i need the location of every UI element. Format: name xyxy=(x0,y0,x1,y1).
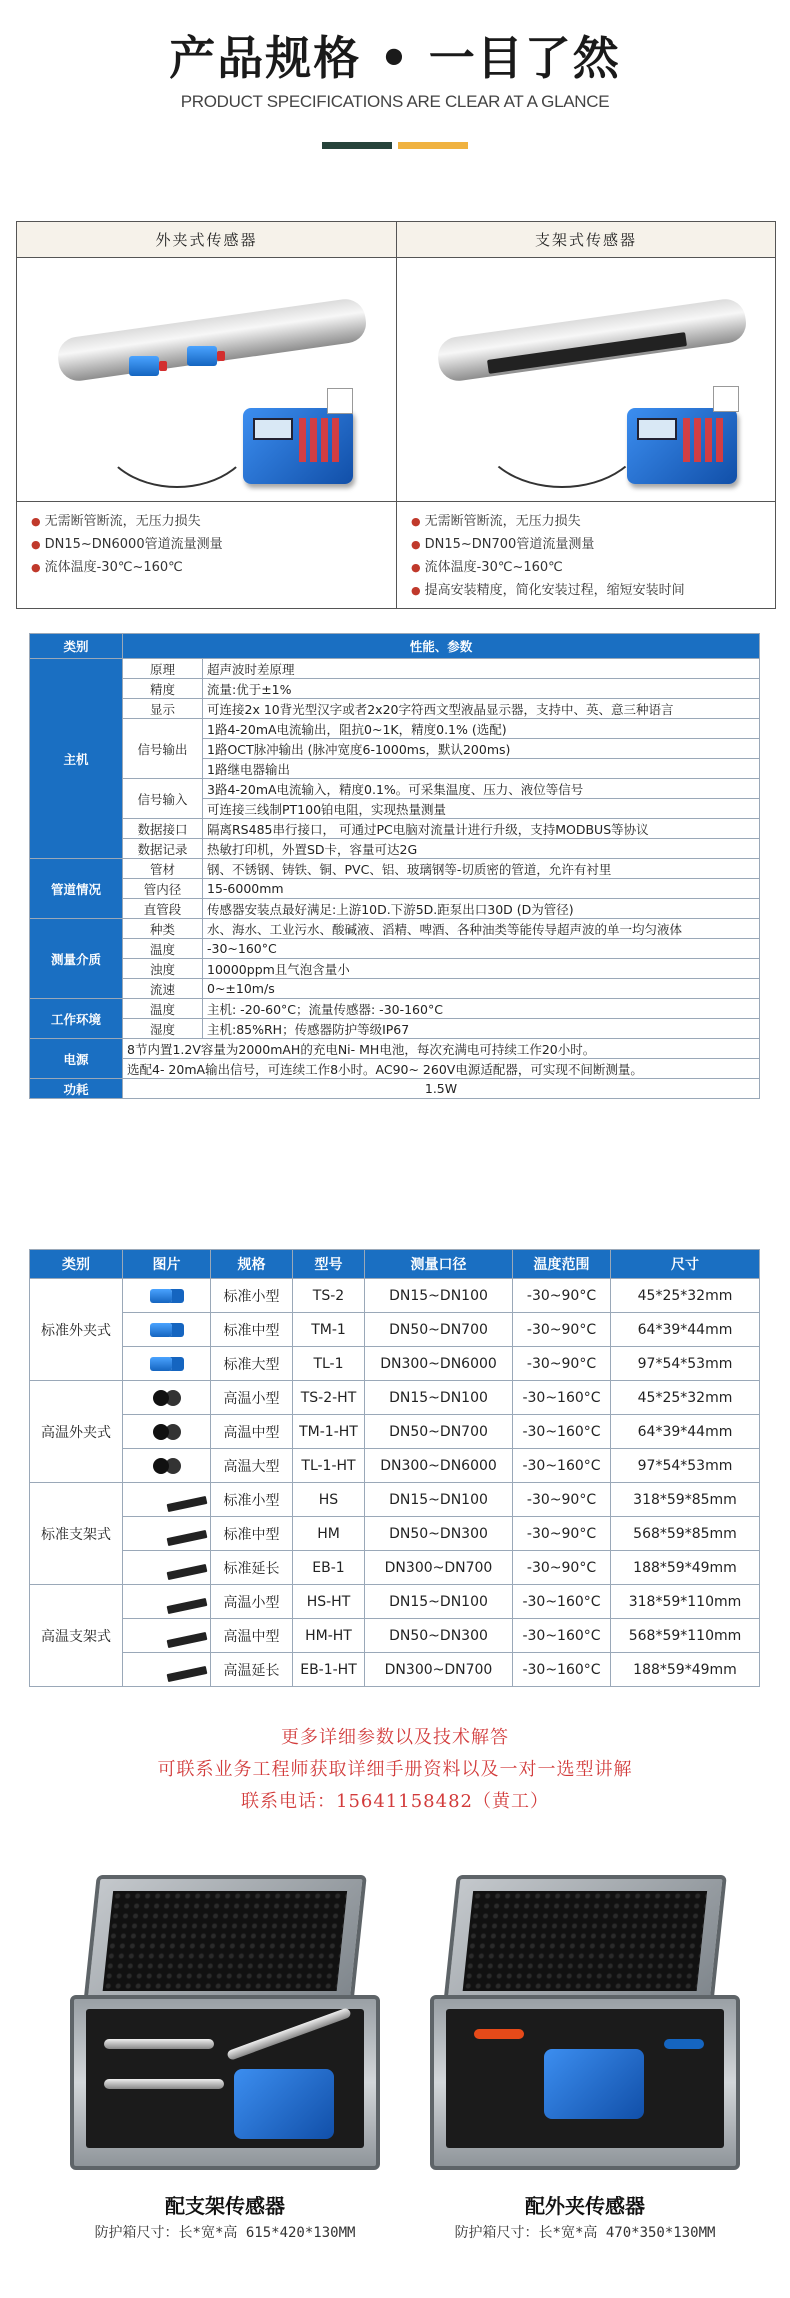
case-size-rail: 防护箱尺寸：长*宽*高 615*420*130MM xyxy=(94,2225,356,2241)
model-spec: 高温小型 xyxy=(211,1585,293,1619)
model-spec: 标准延长 xyxy=(211,1551,293,1585)
model-group-name: 标准支架式 xyxy=(30,1483,123,1585)
model-size: 318*59*85mm xyxy=(611,1483,760,1517)
sensor-icon xyxy=(153,1424,169,1440)
feature-item: ● 无需断管断流，无压力损失 xyxy=(31,514,201,529)
param-value: 3路4-20mA电流输入，精度0.1%。可采集温度、压力、液位等信号 xyxy=(203,779,760,799)
category-medium: 测量介质 xyxy=(30,919,123,999)
table-row xyxy=(30,1653,760,1687)
feature-item: ● 无需断管断流，无压力损失 xyxy=(411,514,581,529)
header-category: 类别 xyxy=(30,1250,123,1279)
sensor-icon xyxy=(150,1357,172,1371)
model-size: 568*59*110mm xyxy=(611,1619,760,1653)
model-group-name: 高温外夹式 xyxy=(30,1381,123,1483)
table-row xyxy=(30,959,760,979)
model-spec: 高温大型 xyxy=(211,1449,293,1483)
sensor-icon xyxy=(166,1529,207,1545)
flowmeter-icon xyxy=(243,408,353,484)
model-size: 318*59*110mm xyxy=(611,1585,760,1619)
header-spec: 性能、参数 xyxy=(123,634,760,659)
param-name: 管材 xyxy=(123,859,203,879)
param-value: 8节内置1.2V容量为2000mAH的充电Ni- MH电池，每次充满电可持续工作20小时。 xyxy=(123,1039,760,1059)
model-table xyxy=(29,1249,760,1687)
sensor-title: 支架式传感器 xyxy=(397,222,775,258)
table-row xyxy=(30,979,760,999)
feature-item: ● 流体温度-30℃~160℃ xyxy=(411,560,563,575)
param-value: 1路继电器输出 xyxy=(203,759,760,779)
model-range: DN15~DN100 xyxy=(365,1381,513,1415)
model-spec: 高温中型 xyxy=(211,1619,293,1653)
model-model: HS xyxy=(293,1483,365,1517)
model-thumbnail xyxy=(123,1517,211,1551)
rail-sensor-image xyxy=(397,258,775,502)
feature-item: ● 流体温度-30℃~160℃ xyxy=(31,560,183,575)
model-thumbnail xyxy=(123,1415,211,1449)
param-value: -30~160°C xyxy=(203,939,760,959)
model-temp: -30~160°C xyxy=(513,1619,611,1653)
model-temp: -30~160°C xyxy=(513,1381,611,1415)
model-model: TM-1-HT xyxy=(293,1415,365,1449)
category-host: 主机 xyxy=(30,659,123,859)
table-row xyxy=(30,1619,760,1653)
table-row xyxy=(30,919,760,939)
table-row xyxy=(30,1347,760,1381)
table-row xyxy=(30,839,760,859)
model-spec: 标准小型 xyxy=(211,1279,293,1313)
table-row xyxy=(30,779,760,799)
param-name: 浊度 xyxy=(123,959,203,979)
category-power: 电源 xyxy=(30,1039,123,1079)
sensor-icon xyxy=(150,1289,172,1303)
param-value: 0~±10m/s xyxy=(203,979,760,999)
parameter-table xyxy=(29,633,760,1099)
param-value: 可连接三线制PT100铂电阻，实现热量测量 xyxy=(203,799,760,819)
page-title: 产品规格 • 一目了然 xyxy=(169,31,621,85)
param-value: 主机:85%RH；传感器防护等级IP67 xyxy=(203,1019,760,1039)
category-consumption: 功耗 xyxy=(30,1079,123,1099)
decor-bar-gold xyxy=(398,142,468,149)
param-name: 湿度 xyxy=(123,1019,203,1039)
table-row xyxy=(30,1415,760,1449)
model-thumbnail xyxy=(123,1449,211,1483)
sensor-icon xyxy=(153,1390,169,1406)
param-name: 温度 xyxy=(123,999,203,1019)
header-category: 类别 xyxy=(30,634,123,659)
model-size: 97*54*53mm xyxy=(611,1347,760,1381)
param-value: 水、海水、工业污水、酸碱液、滔精、啤酒、各种油类等能传导超声波的单一均匀液体 xyxy=(203,919,760,939)
param-value: 可连接2x 10背光型汉字或者2x20字符西文型液晶显示器，支持中、英、意三种语言 xyxy=(203,699,760,719)
model-spec: 标准大型 xyxy=(211,1347,293,1381)
param-value: 1.5W xyxy=(123,1079,760,1099)
sensor-icon xyxy=(166,1665,207,1681)
header-model: 型号 xyxy=(293,1250,365,1279)
model-temp: -30~90°C xyxy=(513,1517,611,1551)
table-row xyxy=(30,1381,760,1415)
model-model: TL-1-HT xyxy=(293,1449,365,1483)
model-size: 188*59*49mm xyxy=(611,1551,760,1585)
model-temp: -30~90°C xyxy=(513,1483,611,1517)
param-value: 1路4-20mA电流输出，阻抗0~1K，精度0.1% (选配) xyxy=(203,719,760,739)
model-model: HM-HT xyxy=(293,1619,365,1653)
model-temp: -30~160°C xyxy=(513,1653,611,1687)
model-temp: -30~90°C xyxy=(513,1347,611,1381)
model-size: 45*25*32mm xyxy=(611,1381,760,1415)
model-thumbnail xyxy=(123,1653,211,1687)
case-lid xyxy=(443,1875,727,2005)
table-row xyxy=(30,719,760,739)
model-range: DN50~DN300 xyxy=(365,1619,513,1653)
contact-block xyxy=(0,1722,790,1818)
sensor-comparison xyxy=(16,221,776,609)
sensor-icon xyxy=(166,1563,207,1579)
table-row xyxy=(30,1313,760,1347)
model-size: 568*59*85mm xyxy=(611,1517,760,1551)
case-size-clamp: 防护箱尺寸：长*宽*高 470*350*130MM xyxy=(454,2225,716,2241)
category-pipe: 管道情况 xyxy=(30,859,123,919)
param-name: 流速 xyxy=(123,979,203,999)
table-row xyxy=(30,1019,760,1039)
contact-line: 更多详细参数以及技术解答 xyxy=(281,1727,509,1748)
model-thumbnail xyxy=(123,1381,211,1415)
model-size: 64*39*44mm xyxy=(611,1415,760,1449)
cable-graphic xyxy=(97,368,257,488)
model-temp: -30~90°C xyxy=(513,1279,611,1313)
model-thumbnail xyxy=(123,1313,211,1347)
param-name: 信号输出 xyxy=(123,719,203,779)
feature-item: ● DN15~DN6000管道流量测量 xyxy=(31,537,223,552)
case-image-clamp xyxy=(420,1875,750,2175)
sensor-icon xyxy=(153,1458,169,1474)
flowmeter-icon xyxy=(627,408,737,484)
model-range: DN50~DN700 xyxy=(365,1313,513,1347)
model-model: EB-1-HT xyxy=(293,1653,365,1687)
model-range: DN300~DN6000 xyxy=(365,1347,513,1381)
model-range: DN300~DN6000 xyxy=(365,1449,513,1483)
category-environment: 工作环境 xyxy=(30,999,123,1039)
sensor-icon xyxy=(166,1597,207,1613)
table-row xyxy=(30,939,760,959)
sensor-icon xyxy=(166,1495,207,1511)
model-temp: -30~90°C xyxy=(513,1551,611,1585)
param-value: 热敏打印机，外置SD卡，容量可达2G xyxy=(203,839,760,859)
model-spec: 高温小型 xyxy=(211,1381,293,1415)
param-name: 直管段 xyxy=(123,899,203,919)
param-value: 10000ppm且气泡含量小 xyxy=(203,959,760,979)
param-name: 信号输入 xyxy=(123,779,203,819)
model-range: DN300~DN700 xyxy=(365,1653,513,1687)
table-row xyxy=(30,1059,760,1079)
model-model: EB-1 xyxy=(293,1551,365,1585)
printer-paper-icon xyxy=(713,386,739,412)
table-row xyxy=(30,859,760,879)
model-thumbnail xyxy=(123,1279,211,1313)
param-value: 传感器安装点最好满足:上游10D.下游5D.距泵出口30D (D为管径) xyxy=(203,899,760,919)
table-row xyxy=(30,819,760,839)
model-header-row xyxy=(30,1250,760,1279)
model-temp: -30~160°C xyxy=(513,1415,611,1449)
model-spec: 高温中型 xyxy=(211,1415,293,1449)
param-value: 钢、不锈钢、铸铁、铜、PVC、铝、玻璃钢等-切质密的管道，允许有衬里 xyxy=(203,859,760,879)
header-temp: 温度范围 xyxy=(513,1250,611,1279)
table-row xyxy=(30,699,760,719)
model-range: DN300~DN700 xyxy=(365,1551,513,1585)
model-model: TM-1 xyxy=(293,1313,365,1347)
feature-item: ● DN15~DN700管道流量测量 xyxy=(411,537,595,552)
decor-bar-green xyxy=(322,142,392,149)
model-thumbnail xyxy=(123,1619,211,1653)
model-group-name: 高温支架式 xyxy=(30,1585,123,1687)
model-spec: 标准小型 xyxy=(211,1483,293,1517)
table-row xyxy=(30,679,760,699)
model-range: DN50~DN300 xyxy=(365,1517,513,1551)
param-value: 流量:优于±1% xyxy=(203,679,760,699)
model-range: DN15~DN100 xyxy=(365,1585,513,1619)
model-spec: 标准中型 xyxy=(211,1517,293,1551)
table-row xyxy=(30,1449,760,1483)
model-model: TS-2-HT xyxy=(293,1381,365,1415)
model-model: TS-2 xyxy=(293,1279,365,1313)
model-group-name: 标准外夹式 xyxy=(30,1279,123,1381)
model-model: HS-HT xyxy=(293,1585,365,1619)
table-row xyxy=(30,1551,760,1585)
param-name: 管内径 xyxy=(123,879,203,899)
page-subtitle: PRODUCT SPECIFICATIONS ARE CLEAR AT A GLANCE xyxy=(180,92,610,111)
model-range: DN50~DN700 xyxy=(365,1415,513,1449)
rail-sensor-features xyxy=(397,502,775,602)
contact-line: 可联系业务工程师获取详细手册资料以及一对一选型讲解 xyxy=(157,1759,633,1780)
model-size: 45*25*32mm xyxy=(611,1279,760,1313)
param-value: 15-6000mm xyxy=(203,879,760,899)
header-range: 测量口径 xyxy=(365,1250,513,1279)
header-spec: 规格 xyxy=(211,1250,293,1279)
feature-item: ● 提高安装精度，简化安装过程，缩短安装时间 xyxy=(411,583,685,598)
table-row xyxy=(30,899,760,919)
param-name: 原理 xyxy=(123,659,203,679)
case-title-rail: 配支架传感器 xyxy=(165,2194,285,2218)
model-thumbnail xyxy=(123,1585,211,1619)
model-spec: 标准中型 xyxy=(211,1313,293,1347)
case-image-rail xyxy=(60,1875,390,2175)
case-title-clamp: 配外夹传感器 xyxy=(525,2194,645,2218)
model-size: 64*39*44mm xyxy=(611,1313,760,1347)
param-name: 数据记录 xyxy=(123,839,203,859)
model-thumbnail xyxy=(123,1483,211,1517)
param-value: 超声波时差原理 xyxy=(203,659,760,679)
param-name: 温度 xyxy=(123,939,203,959)
pipe-graphic xyxy=(55,297,368,384)
model-model: HM xyxy=(293,1517,365,1551)
table-row xyxy=(30,879,760,899)
clamp-sensor-image xyxy=(17,258,396,502)
param-value: 隔离RS485串行接口， 可通过PC电脑对流量计进行升级，支持MODBUS等协议 xyxy=(203,819,760,839)
table-row xyxy=(30,1039,760,1059)
header-size: 尺寸 xyxy=(611,1250,760,1279)
case-base xyxy=(70,1995,380,2170)
model-spec: 高温延长 xyxy=(211,1653,293,1687)
printer-paper-icon xyxy=(327,388,353,414)
header-image: 图片 xyxy=(123,1250,211,1279)
transducer-icon xyxy=(187,346,217,366)
model-size: 188*59*49mm xyxy=(611,1653,760,1687)
model-temp: -30~90°C xyxy=(513,1313,611,1347)
param-name: 精度 xyxy=(123,679,203,699)
table-row xyxy=(30,1079,760,1099)
cable-graphic xyxy=(477,368,647,488)
model-temp: -30~160°C xyxy=(513,1449,611,1483)
table-row xyxy=(30,1517,760,1551)
clamp-sensor-panel xyxy=(17,222,396,608)
param-name: 种类 xyxy=(123,919,203,939)
param-value: 选配4- 20mA输出信号，可连续工作8小时。AC90~ 260V电源适配器，可实现不间断测量。 xyxy=(123,1059,760,1079)
model-temp: -30~160°C xyxy=(513,1585,611,1619)
model-range: DN15~DN100 xyxy=(365,1483,513,1517)
pipe-graphic xyxy=(435,297,748,384)
model-range: DN15~DN100 xyxy=(365,1279,513,1313)
table-row xyxy=(30,659,760,679)
sensor-title: 外夹式传感器 xyxy=(17,222,396,258)
model-model: TL-1 xyxy=(293,1347,365,1381)
table-row xyxy=(30,1585,760,1619)
model-size: 97*54*53mm xyxy=(611,1449,760,1483)
model-thumbnail xyxy=(123,1347,211,1381)
sensor-icon xyxy=(150,1323,172,1337)
param-value: 主机: -20-60°C；流量传感器: -30-160°C xyxy=(203,999,760,1019)
model-thumbnail xyxy=(123,1551,211,1585)
table-row xyxy=(30,1279,760,1313)
table-row xyxy=(30,1483,760,1517)
model-table-body xyxy=(30,1279,760,1687)
case-base xyxy=(430,1995,740,2170)
table-row xyxy=(30,999,760,1019)
contact-phone: 联系电话：15641158482（黄工） xyxy=(241,1791,549,1812)
param-name: 数据接口 xyxy=(123,819,203,839)
rail-sensor-panel xyxy=(396,222,775,608)
param-name: 显示 xyxy=(123,699,203,719)
clamp-sensor-features xyxy=(17,502,396,579)
sensor-icon xyxy=(166,1631,207,1647)
param-value: 1路OCT脉冲输出 (脉冲宽度6-1000ms，默认200ms) xyxy=(203,739,760,759)
case-lid xyxy=(83,1875,367,2005)
